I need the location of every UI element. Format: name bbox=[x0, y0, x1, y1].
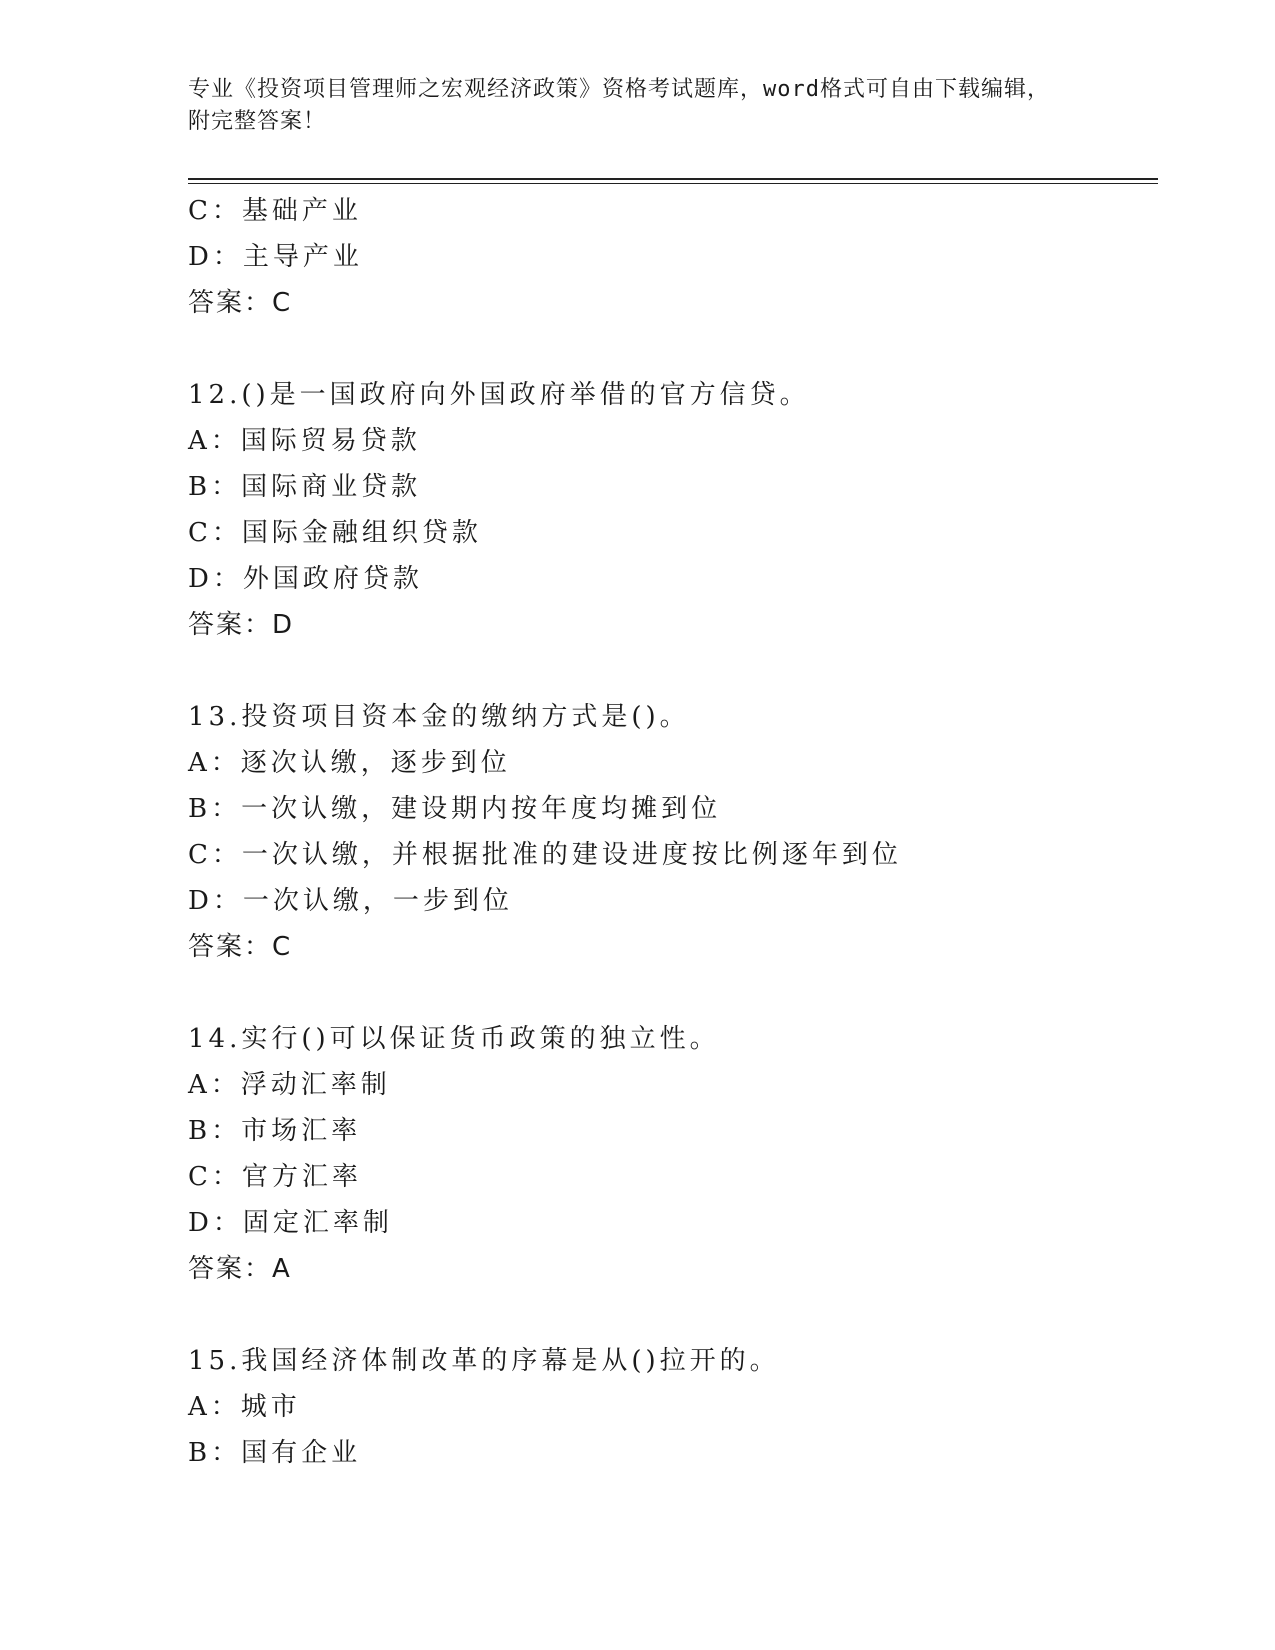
answer: 答案：C bbox=[188, 932, 293, 962]
page-header: 专业《投资项目管理师之宏观经济政策》资格考试题库，word格式可自由下载编辑，附完整答案！ bbox=[188, 77, 1050, 134]
question-11-continued bbox=[188, 188, 1158, 326]
question-stem: 12.()是一国政府向外国政府举借的官方信贷。 bbox=[188, 380, 810, 410]
spacer bbox=[188, 648, 1158, 694]
option-d: D：一次认缴，一步到位 bbox=[188, 886, 513, 916]
document-body bbox=[188, 188, 1158, 1476]
option-d: D：主导产业 bbox=[188, 242, 363, 272]
option-c: C：一次认缴，并根据批准的建设进度按比例逐年到位 bbox=[188, 840, 902, 870]
question-stem: 15.我国经济体制改革的序幕是从()拉开的。 bbox=[188, 1346, 780, 1376]
option-c: C：基础产业 bbox=[188, 196, 362, 226]
option-a: A：国际贸易贷款 bbox=[188, 426, 421, 456]
spacer bbox=[188, 326, 1158, 372]
option-d: D：固定汇率制 bbox=[188, 1208, 393, 1238]
answer: 答案：C bbox=[188, 288, 293, 318]
option-d: D：外国政府贷款 bbox=[188, 564, 423, 594]
option-c: C：国际金融组织贷款 bbox=[188, 518, 482, 548]
option-a: A：城市 bbox=[188, 1392, 301, 1422]
option-b: B：一次认缴，建设期内按年度均摊到位 bbox=[188, 794, 722, 824]
header-divider bbox=[188, 178, 1158, 184]
question-12 bbox=[188, 372, 1158, 648]
answer: 答案：D bbox=[188, 610, 295, 640]
option-b: B：市场汇率 bbox=[188, 1116, 362, 1146]
option-a: A：浮动汇率制 bbox=[188, 1070, 391, 1100]
option-b: B：国有企业 bbox=[188, 1438, 362, 1468]
question-15 bbox=[188, 1338, 1158, 1476]
spacer bbox=[188, 1292, 1158, 1338]
option-b: B：国际商业贷款 bbox=[188, 472, 422, 502]
question-stem: 14.实行()可以保证货币政策的独立性。 bbox=[188, 1024, 720, 1054]
option-a: A：逐次认缴，逐步到位 bbox=[188, 748, 511, 778]
question-14 bbox=[188, 1016, 1158, 1292]
question-stem: 13.投资项目资本金的缴纳方式是()。 bbox=[188, 702, 690, 732]
question-13 bbox=[188, 694, 1158, 970]
answer: 答案：A bbox=[188, 1254, 292, 1284]
option-c: C：官方汇率 bbox=[188, 1162, 362, 1192]
spacer bbox=[188, 970, 1158, 1016]
